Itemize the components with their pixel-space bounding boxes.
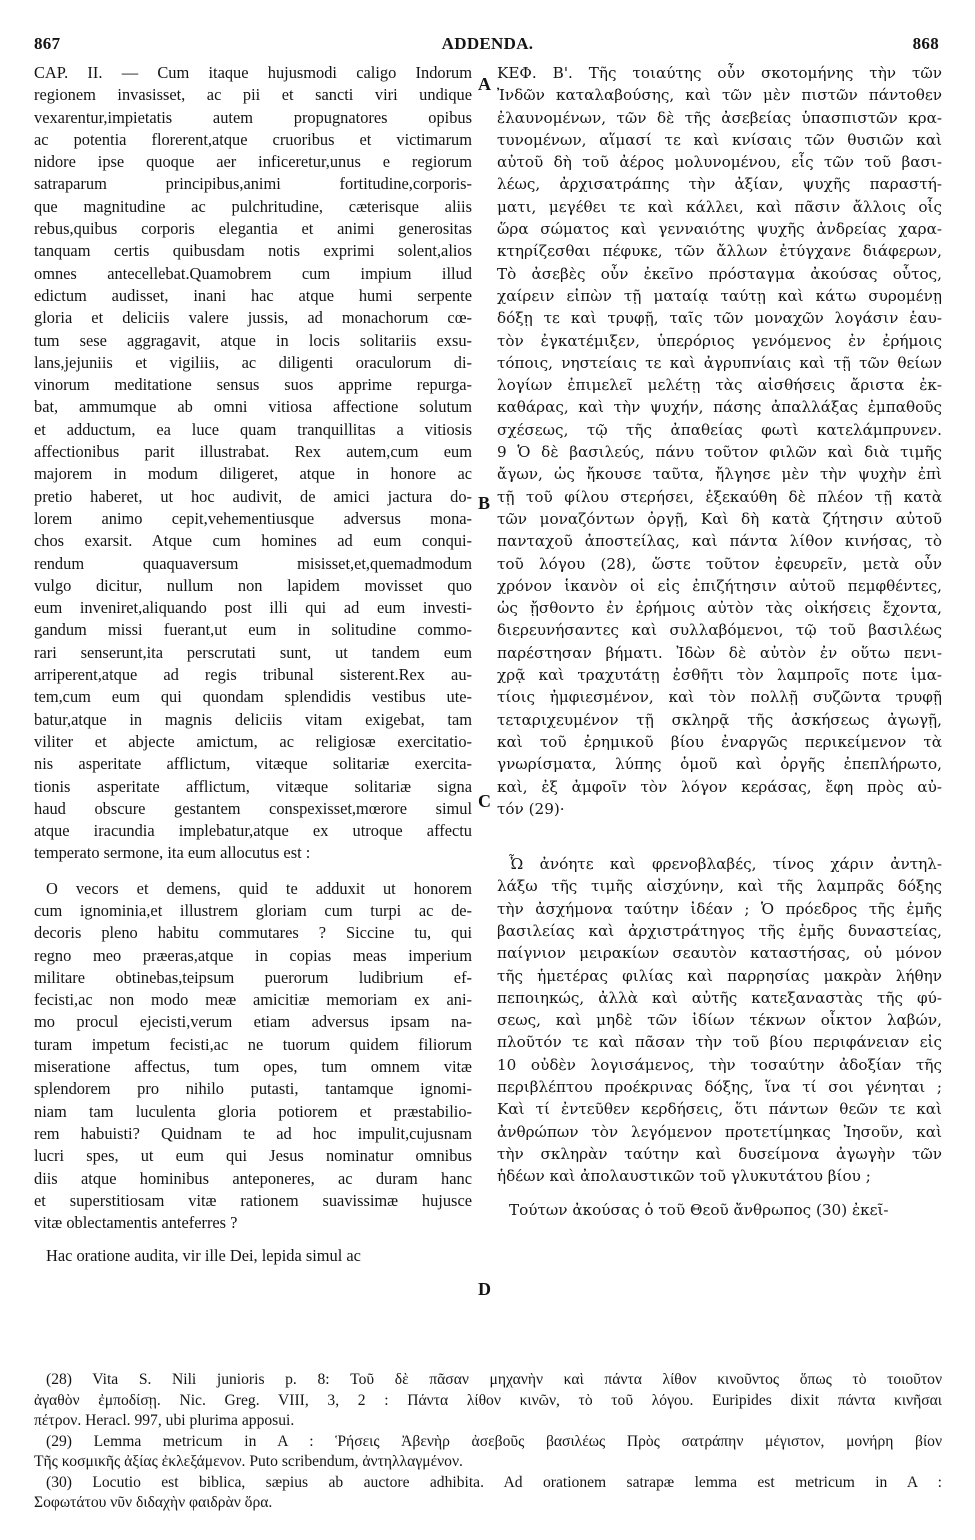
left-page-number: 867 [34,34,61,53]
text-line: gloria et deliciis valere jussis, ad monachorum cœ- [34,308,472,328]
text-line: lans,jejuniis et vigiliis, ac diligenti oraculorum di- [34,352,472,372]
text-line: atque iracundia implebatur,atque ex utroque affectu [34,821,472,841]
footnote-line: πέτρον. Heracl. 997, ubi plurima apposui. [34,1412,295,1429]
text-line: edictum audisset, inani hac atque humi serpente [34,285,472,305]
text-line: affectionibus parit illustrabat. Rex autem,cum eum [34,442,472,462]
text-line: batur,atque in magnis deliciis vitam exigebat, tam [34,709,472,729]
text-line: vulgo dicitur, nullum non lapidem movisset quo [34,575,472,595]
text-line: τῆς ἡμετέρας φιλίας καὶ παρρησίας μακρὰν λήθην [497,966,942,985]
text-line: καθάρας, καὶ τὴν ψυχήν, πάσης ἀπαλλάξας ἐμπαθοῦς [497,398,942,417]
text-line: bat, ammumque ab omni vitiosa affectione solutum [34,397,472,417]
footnote-line: ἀγαθὸν ἐμποδίσῃ. Nic. Greg. VIII, 3, 2 : Πάντα λίθον κινῶν, τὸ τοῦ λόγου. Euripides dixit πάντα κινῆσαι [34,1391,942,1409]
text-line: et superstitiosam vitæ rationem suavissimæ hujusce [34,1190,472,1210]
text-line: αὐτοῦ δὴ τοῦ ἀέρος μολυνομένου, εἷς τῶν τοῦ βασι- [497,153,942,172]
text-line: ac potentia florerent,atque cruoribus et victimarum [34,129,472,149]
text-line: tionis asperitate afflictum, vitæque solitariæ signa [34,776,472,796]
text-line: eum inveniret,aliquando post illi qui ad eum investi- [34,598,472,618]
text-line: Ὦ ἀνόητε καὶ φρενοβλαβές, τίνος χάριν ἀντηλ- [509,855,942,874]
text-line: nis asperitate afflictum, vitæque solitariæ exercita- [34,754,472,774]
text-line: τῇ τοῦ φίλου στερήσει, ἐξεκαύθη δὲ πλέον τῇ κατὰ [497,487,942,506]
section-marker-c: C [478,791,491,811]
text-line: ΚΕΦ. Β'. Τῆς τοιαύτης οὖν σκοτομήνης τὴν τῶν [497,64,942,82]
text-line: haud obscure gestantem conspexisset,mœrore simul [34,798,472,818]
text-line: omnes antecellebat.Quamobrem cum impium illud [34,263,472,283]
text-line: regno meo præeras,atque in copias meas imperium [34,945,472,965]
text-line: τυνομένων, αἵμασί τε καὶ κνίσαις τῶν θυσιῶν καὶ [497,130,942,149]
text-line: ὡς ᾔσθοντο ἐν ἐρήμοις αὐτὸν τὰς οἰκήσεις ἔχοντα, [497,599,942,618]
text-line: πλοῦτόν τε καὶ πᾶσαν τὴν τοῦ βίου περιφάνειαν εἰς [497,1033,942,1052]
text-line: καὶ τοῦ ἐρημικοῦ βίου ἐναργῶς περικείμενον τὰ [497,732,942,751]
text-line: decoris pleno habitu commutares ? Siccine tu, qui [34,923,472,943]
text-line: gandum missi fuerant,ut eum in solitudine commo- [34,620,472,640]
text-line: χαίρειν εἰπὼν τῇ ματαίᾳ ταύτῃ καὶ κάτω συρομένῃ [497,286,942,305]
text-line: ἄγων, ὡς ἤκουσε ταῦτα, ἤλγησε μὲν τὴν ψυχὴν ἐπὶ [497,465,942,484]
text-line: καὶ, ἐξ ἀμφοῖν τὸν λόγον κεράσας, ἔφη πρὸς αὐ- [497,777,942,796]
text-line: et adductum, ea luce quam tranquillitas a vitiosis [34,419,472,439]
text-line: πανταχοῦ ἀποστείλας, καὶ πάντα λίθον κινήσας, τὸ [497,532,942,551]
text-line: fecisti,ac non modo meæ amicitiæ memoriam ex ani- [34,990,472,1010]
text-line: CAP. II. — Cum itaque hujusmodi caligo Indorum [34,63,472,82]
text-line: cum ignominia,et illustrem gloriam cum turpi ac de- [34,900,472,920]
text-line: O vecors et demens, quid te adduxit ut honorem [46,878,472,898]
text-line: diis atque hominibus anteponeres, ac duram hanc [34,1168,472,1188]
paragraph-gap [34,1234,472,1245]
text-line: τόποις, νηστείαις τε καὶ ἀγρυπνίαις καὶ τῇ τῶν θείων [497,353,942,372]
footnote-line: Σοφωτάτου νῦν διδαχὴν φαιδρὰν ὅρα. [34,1494,273,1511]
text-line: lucri spes, ut eum qui Jesus nominatur omnibus [34,1146,472,1166]
text-line: ἀνθρώπων τὸν λεγόμενον προτετίμηκας Ἰησοῦν, καὶ [497,1122,942,1141]
text-line: Hac oratione audita, vir ille Dei, lepida simul ac [46,1246,361,1266]
text-line: tanquam certis quibusdam notis exprimi solent,alios [34,241,472,261]
text-line: que magnitudine ac pulchritudine, cæterisque aliis [34,196,472,216]
text-line: τεταριχευμένον τῇ σκληρᾷ τῆς ἀσκήσεως ἀγωγῇ, [497,710,942,729]
text-line: σχέσεως, τῷ τῆς ἀπαθείας φωτὶ κατελάμπρυνεν. [497,420,942,439]
text-line: τῶν μοναζόντων ὀργῇ, Καὶ δὴ κατὰ ζήτησιν αὐτοῦ [497,509,942,528]
text-line: niam tam luculenta gloria potiorem et præstabilio- [34,1101,472,1121]
footnote-line: Τῆς κοσμικῆς ἀξίας ἐκλεξάμενον. Puto scribendum, ἀντηλλαγμένον. [34,1453,463,1470]
text-line: ὥρα σώματος καὶ γενναιότης ψυχῆς ἀνδρείας χαρα- [497,220,942,239]
text-line: Τὸ ἀσεβὲς οὖν ἐκεῖνο πρόσταγμα ἀκούσας οὗτος, [497,264,942,283]
greek-column [497,62,942,1221]
text-line: rari senserunt,ita perscrutati sunt, ut tandem eum [34,642,472,662]
section-marker-a: A [478,74,491,94]
text-line: lorem animo cepit,vehementiusque adversus mona- [34,508,472,528]
text-line: Τούτων ἀκούσας ὁ τοῦ Θεοῦ ἄνθρωπος (30) ἐκεῖ- [509,1200,889,1219]
text-line: regionem invasisset, ac pii et sancti viri undique [34,85,472,105]
text-line: Ἰνδῶν καταλαβούσης, καὶ τῶν μὲν πιστῶν πάντοθεν [497,86,942,105]
text-line: 9 Ὁ δὲ βασιλεύς, πάνυ τοῦτον φιλῶν καὶ διὰ τιμῆς [497,443,942,462]
text-line: λογίων ἐπιμελεῖ μελέτῃ τὰς αἰσθήσεις ἄριστα ἐκ- [497,376,942,395]
paragraph-gap [497,1188,942,1199]
text-line: chos exarsit. Atque cum homines ad eum conqui- [34,531,472,551]
text-line: ἡδέων καὶ ἀπολαυστικῶν τοῦ γλυκυτάτου βίου ; [497,1167,871,1186]
text-line: τὴν ἀσχήμονα ταύτην ἰδέαν ; Ὁ πρόεδρος τῆς ἐμῆς [497,899,942,918]
text-line: vinorum meditatione sensus suos apprime repurga- [34,375,472,395]
latin-column [34,62,472,1268]
text-line: γνωρίσματα, λύπης ὁμοῦ καὶ ὀργῆς ἐπεπλήρωτο, [497,755,942,774]
text-line: παρέστησαν βήματι. Ἰδὼν δὲ αὐτὸν ἐν οὕτω πενι- [497,643,942,662]
text-line: satraparum principibus,animi fortitudine,corporis- [34,174,472,194]
text-line: παίγνιον μειρακίων σεαυτὸν καταστήσας, οὐ μόνον [497,944,942,963]
text-line: vexarentur,impietatis autem propugnatores opibus [34,107,472,127]
text-line: rebus,quibus corporis elegantia et animi generositas [34,219,472,239]
section-marker-b: B [478,493,491,513]
text-line: λάξω τῆς τιμῆς αἰσχύνην, καὶ τῆς λαμπρᾶς δόξης [497,877,942,896]
text-line: tem,cum eum qui quondam splendidis vestibus ute- [34,687,472,707]
text-line: πεποιηκώς, ἀλλὰ καὶ αὐτῆς κατεξαναστὰς τῆς φύ- [497,988,942,1007]
text-line: vitæ oblectamentis anteferres ? [34,1213,238,1233]
text-line: τὴν σκληρὰν ταύτην καὶ δυσείμονα ἀγωγὴν τῶν [497,1144,942,1163]
text-line: 10 οὐδὲν λογισάμενος, τὴν τοσαύτην ἀδοξίαν τῆς [497,1055,942,1074]
text-line: splendorem pro nihilo putasti, tantamque ignomi- [34,1079,472,1099]
text-line: rem habuisti? Quidnam te ad hoc impulit,cujusnam [34,1123,472,1143]
text-line: ἐλαυνομένων, τῶν δὲ τῆς ἀσεβείας ὑπασπιστῶν κρα- [497,108,942,127]
text-line: δόξῃ τε καὶ τρυφῇ, ταῖς τῶν μοναχῶν λογάσιν ἑαυ- [497,309,942,328]
right-page-number: 868 [912,34,939,53]
text-line: χρόνον ἱκανὸν οἱ εἰς ἐπιζήτησιν αὐτοῦ πεμφθέντες, [497,576,942,595]
text-line: χρᾷ καὶ τραχυτάτῃ ἐσθῆτι τὸν λαμπροῖς ποτε ἱμα- [497,666,942,685]
footnotes [34,1370,942,1514]
section-marker-d: D [478,1279,491,1299]
text-line: viliter et abjecte amictum, ac religiosæ exercitatio- [34,731,472,751]
footnote-line: (30) Locutio est biblica, sæpius ab auctore adhibita. Ad orationem satrapæ lemma est metricum in A : [46,1473,942,1491]
text-line: pretio haberet, ut hoc audivit, de amici jactura do- [34,486,472,506]
text-line: σεως, καὶ μηδὲ τῶν ἰδίων τέκνων οἶκτον λαβών, [497,1011,942,1030]
text-line: τοῦ λόγου (28), ὥστε τοῦτον ἐφευρεῖν, μετὰ οὖν [497,554,942,573]
paragraph-gap [34,865,472,878]
text-line: tum sese aggragavit, atque in locis solitariis exsu- [34,330,472,350]
text-line: nidore ipse quoque aer inficeretur,unus e regiorum [34,152,472,172]
text-line: τίοις ἠμφιεσμένον, καὶ τὸν πολλῇ συζῶντα τρυφῇ [497,688,942,707]
text-line: λέως, ἀρχισατράπης τὴν ἀξίαν, ψυχῆς παραστή- [497,175,942,194]
text-line: majorem in modum diligeret, atque in honore ac [34,464,472,484]
footnote-line: (29) Lemma metricum in A : Ῥήσεις Ἀβενὴρ ἀσεβοῦς βασιλέως Πρὸς σατράπην μέγιστον, μονήρη βίον [46,1432,942,1450]
text-line: Καὶ τί ἐντεῦθεν κερδήσεις, ὅτι πάντων θεῶν τε καὶ [497,1100,942,1119]
paragraph-gap [497,820,942,853]
text-line: τὸν ἐγκατέμιξεν, ὑπερόριος γενόμενος ἐν ἐρήμοις [497,331,942,350]
text-line: διερευνήσαντες καὶ συλλαβόμενοι, τῷ τοῦ βασιλέως [497,621,942,640]
text-line: τόν (29)· [497,799,565,818]
text-line: miseratione affectus, tum opes, tum omnem vitæ [34,1057,472,1077]
text-line: arriperent,atque ad regis tribunal sisterent.Rex au- [34,665,472,685]
running-title: ADDENDA. [441,34,534,53]
text-line: turam impetum fecisti,ac ne tuorum quidem filiorum [34,1034,472,1054]
text-line: ματι, μεγέθει τε καὶ κάλλει, καὶ πᾶσιν ἄλλοις οἷς [497,197,942,216]
text-line: κτηρίζεσθαι πέφυκε, τῶν ἄλλων ἐτύγχανε διάφερων, [497,242,942,261]
text-line: militare obtinebas,teipsum puerorum ludibrium ef- [34,967,472,987]
text-line: περιβλέπτου προέκρινας δόξης, ἵνα τί σοι γένηται ; [497,1078,942,1097]
text-line: mo procul ejecisti,verum etiam adversus ipsam na- [34,1012,472,1032]
text-line: temperato sermone, ita eum allocutus est : [34,843,311,863]
footnote-line: (28) Vita S. Nili junioris p. 8: Τοῦ δὲ πᾶσαν μηχανὴν καὶ πάντα λίθον κινοῦντος ὅπως τὸ τοιοῦτον [46,1371,942,1388]
text-line: rendum quaquaversum misisset,et,quemadmodum [34,553,472,573]
text-line: βασιλείας καὶ ἀρχιστράτηγος τῆς ἐμῆς δυναστείας, [497,921,942,940]
